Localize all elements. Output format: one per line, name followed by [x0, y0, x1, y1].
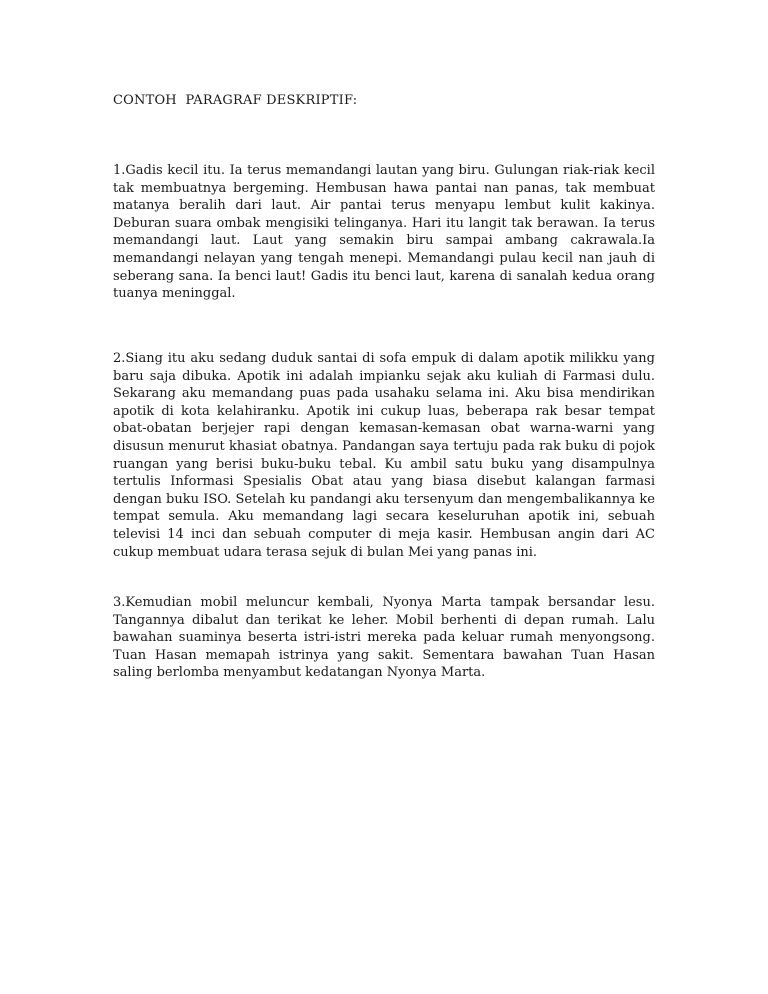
- paragraph-3: 3.Kemudian mobil meluncur kembali, Nyonya Marta tampak bersandar lesu. Tangannya dibalut dan terikat ke leher. Mobil berhenti di depan rumah. Lalu bawahan suaminya beserta istri-istri mereka pada keluar rumah menyongsong. Tuan Hasan memapah istrinya yang sakit. Sementara bawahan Tuan Hasan saling berlomba menyambut kedatangan Nyonya Marta.: [113, 595, 655, 681]
- paragraph-1: 1.Gadis kecil itu. Ia terus memandangi lautan yang biru. Gulungan riak-riak kecil tak membuatnya bergeming. Hembusan hawa pantai nan panas, tak membuat matanya beralih dari laut. Air pantai terus menyapu lembut kulit kakinya. Deburan suara ombak mengisiki telinganya. Hari itu langit tak berawan. Ia terus memandangi laut. Laut yang semakin biru sampai ambang cakrawala.Ia memandangi nelayan yang tengah menepi. Memandangi pulau kecil nan jauh di seberang sana. Ia benci laut! Gadis itu benci laut, karena di sanalah kedua orang tuanya meninggal.: [113, 163, 655, 302]
- paragraph-2: 2.Siang itu aku sedang duduk santai di sofa empuk di dalam apotik milikku yang baru saja dibuka. Apotik ini adalah impianku sejak aku kuliah di Farmasi dulu. Sekarang aku memandang puas pada usahaku selama ini. Aku bisa mendirikan apotik di kota kelahiranku. Apotik ini cukup luas, beberapa rak besar tempat obat-obatan berjejer rapi dengan kemasan-kemasan obat warna-warni yang disusun menurut khasiat obatnya. Pandangan saya tertuju pada rak buku di pojok ruangan yang berisi buku-buku tebal. Ku ambil satu buku yang disampulnya tertulis Informasi Spesialis Obat atau yang biasa disebut kalangan farmasi dengan buku ISO. Setelah ku pandangi aku tersenyum dan mengembalikannya ke tempat semula. Aku memandang lagi secara keseluruhan apotik ini, sebuah televisi 14 inci dan sebuah computer di meja kasir. Hembusan angin dari AC cukup membuat udara terasa sejuk di bulan Mei yang panas ini.: [113, 351, 655, 560]
- document-heading: CONTOH PARAGRAF DESKRIPTIF:: [113, 93, 358, 108]
